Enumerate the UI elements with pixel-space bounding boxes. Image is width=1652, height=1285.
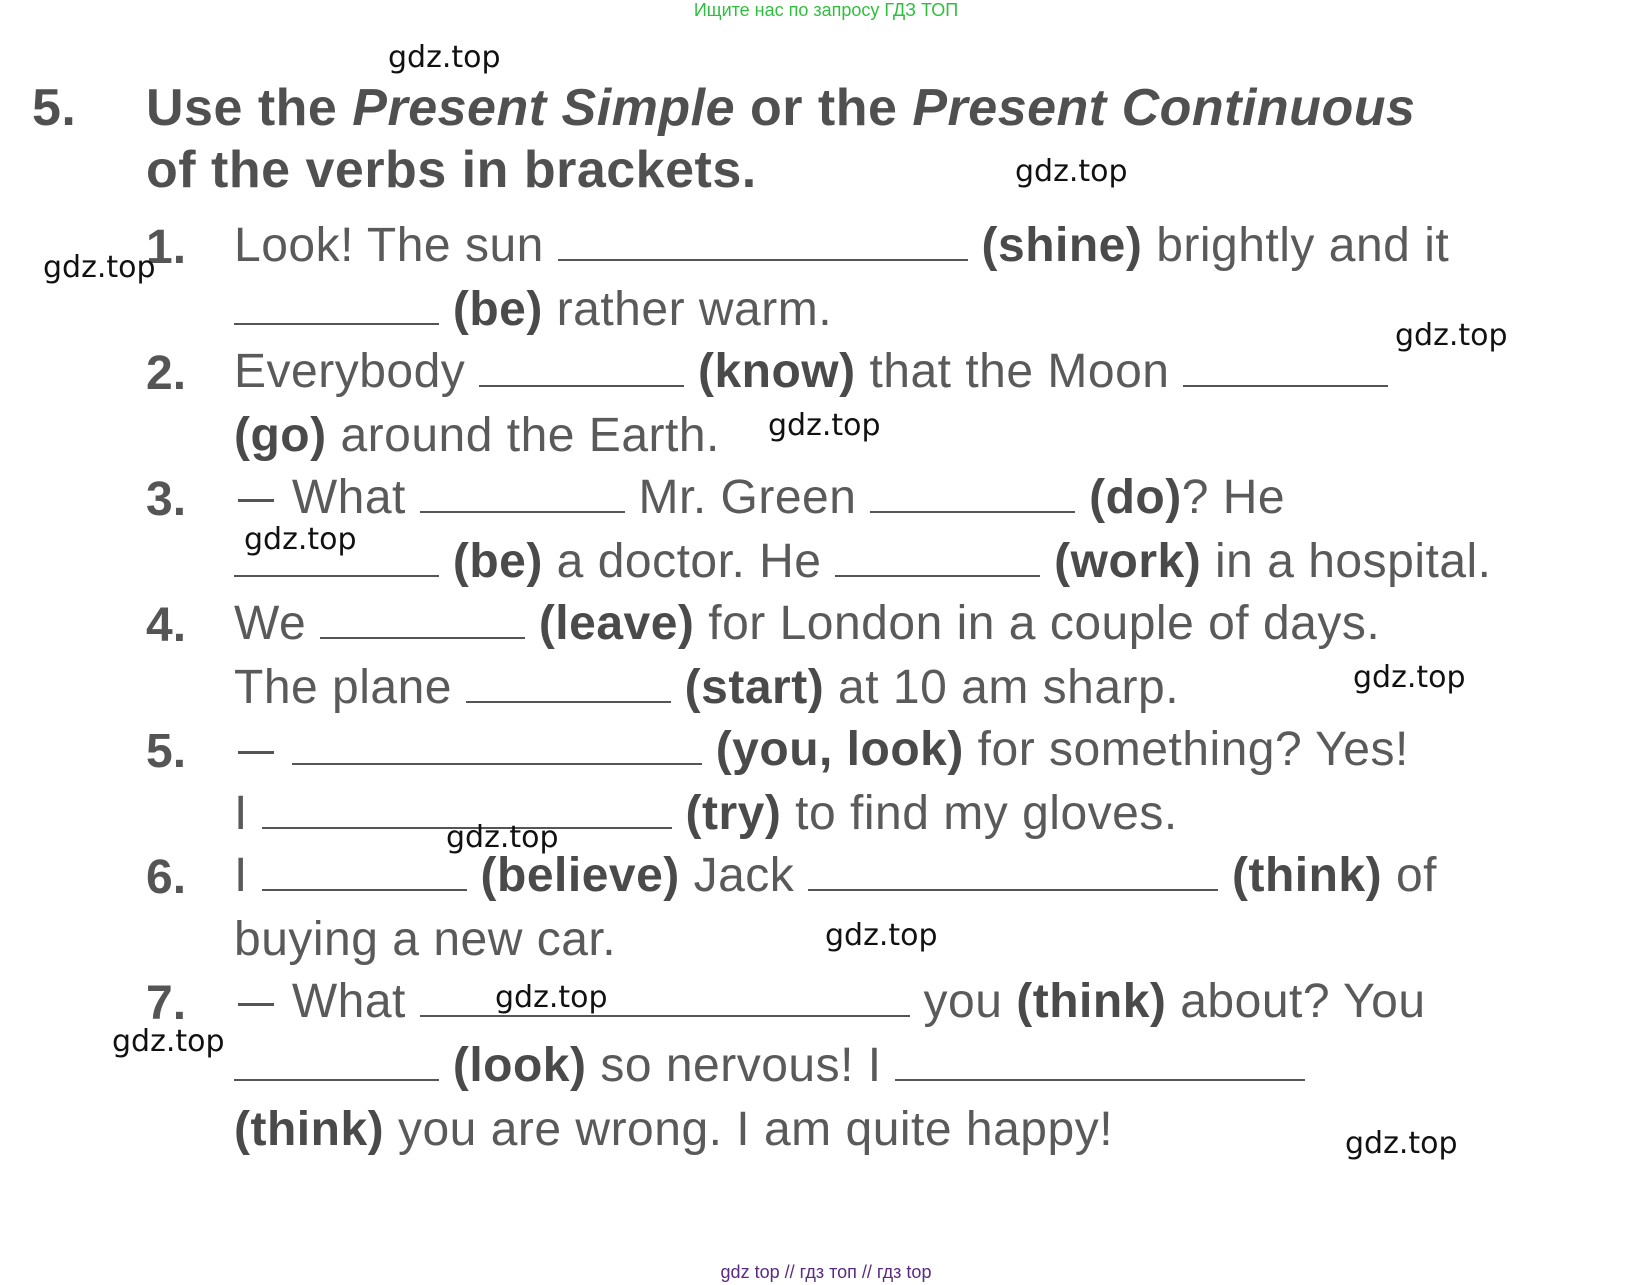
sentence-line	[234, 1102, 1113, 1157]
text: of	[1382, 849, 1437, 902]
verb-hint: (do)	[1089, 471, 1182, 524]
text: rather warm.	[542, 283, 833, 336]
dialogue-dash	[238, 751, 274, 754]
sentence-line	[234, 344, 1388, 399]
verb-hint: (look)	[452, 1039, 587, 1092]
watermark: gdz.top	[1015, 154, 1128, 189]
watermark: gdz.top	[112, 1024, 225, 1059]
verb-hint: (think)	[1231, 849, 1383, 902]
text: Mr. Green	[624, 471, 871, 524]
answer-blank[interactable]	[870, 481, 1075, 513]
item-number: 7.	[146, 977, 187, 1030]
exercise-title-line1	[146, 78, 1415, 138]
watermark: gdz.top	[1395, 318, 1508, 353]
verb-hint: (think)	[1016, 975, 1167, 1028]
item-number: 3.	[146, 473, 187, 526]
text: Look! The sun	[234, 219, 558, 272]
top-banner[interactable]: Ищите нас по запросу ГДЗ ТОП	[693, 0, 959, 20]
sentence-line	[234, 722, 1409, 777]
footer-links[interactable]: gdz top // гдз топ // гдз top	[720, 1262, 932, 1282]
verb-hint: (leave)	[538, 597, 695, 650]
text: to find my gloves.	[781, 787, 1178, 840]
watermark: gdz.top	[768, 408, 881, 443]
item-number: 4.	[146, 599, 187, 652]
title-tense-simple: Present Simple	[352, 79, 736, 137]
text: What	[278, 975, 420, 1028]
exercise-number: 5.	[32, 79, 77, 137]
watermark: gdz.top	[825, 918, 938, 953]
sentence-line	[234, 660, 1179, 715]
verb-hint: (be)	[452, 535, 543, 588]
sentence-line	[234, 282, 832, 337]
title-part: or the	[735, 79, 913, 137]
text: about? You	[1166, 975, 1426, 1028]
answer-blank[interactable]	[558, 229, 968, 261]
text: I	[234, 849, 262, 902]
verb-hint: (work)	[1054, 535, 1202, 588]
answer-blank[interactable]	[808, 859, 1218, 891]
item-number: 2.	[146, 347, 187, 400]
verb-hint: (know)	[697, 345, 856, 398]
item-number: 6.	[146, 851, 187, 904]
text: around the Earth.	[326, 409, 720, 462]
verb-hint: (try)	[685, 787, 782, 840]
answer-blank[interactable]	[320, 607, 525, 639]
text: for something? Yes!	[963, 723, 1409, 776]
text: Jack	[679, 849, 809, 902]
answer-blank[interactable]	[234, 1049, 439, 1081]
verb-hint: (shine)	[981, 219, 1143, 272]
text: in a hospital.	[1201, 535, 1492, 588]
dialogue-dash	[238, 499, 274, 502]
dialogue-dash	[238, 1003, 274, 1006]
sentence-line	[234, 848, 1437, 903]
answer-blank[interactable]	[420, 481, 625, 513]
title-tense-continuous: Present Continuous	[912, 79, 1416, 137]
sentence-line	[234, 974, 1426, 1029]
text: a doctor. He	[542, 535, 836, 588]
text: so nervous! I	[586, 1039, 896, 1092]
answer-blank[interactable]	[292, 733, 702, 765]
sentence-line	[234, 534, 1492, 589]
text: We	[234, 597, 320, 650]
sentence-line	[234, 470, 1285, 525]
item-number: 1.	[146, 221, 187, 274]
watermark: gdz.top	[388, 40, 501, 75]
verb-hint: (you, look)	[715, 723, 964, 776]
answer-blank[interactable]	[420, 985, 910, 1017]
exercise-title-line2: of the verbs in brackets.	[146, 141, 757, 199]
text: you	[909, 975, 1017, 1028]
answer-blank[interactable]	[466, 671, 671, 703]
text: brightly and it	[1142, 219, 1450, 272]
answer-blank[interactable]	[479, 355, 684, 387]
text: that the Moon	[855, 345, 1184, 398]
text: What	[278, 471, 420, 524]
sentence-line	[234, 912, 616, 967]
watermark: gdz.top	[244, 522, 357, 557]
watermark: gdz.top	[1345, 1126, 1458, 1161]
text: at 10 am sharp.	[824, 661, 1180, 714]
sentence-line	[234, 596, 1380, 651]
sentence-line	[234, 408, 720, 463]
text: buying a new car.	[234, 913, 617, 966]
text: ? He	[1181, 471, 1286, 524]
sentence-line	[234, 786, 1178, 841]
answer-blank[interactable]	[1183, 355, 1388, 387]
verb-hint: (believe)	[480, 849, 680, 902]
text: The plane	[234, 661, 466, 714]
watermark: gdz.top	[446, 820, 559, 855]
text: you are wrong. I am quite happy!	[384, 1103, 1114, 1156]
text: I	[234, 787, 262, 840]
verb-hint: (be)	[452, 283, 543, 336]
answer-blank[interactable]	[895, 1049, 1305, 1081]
answer-blank[interactable]	[262, 859, 467, 891]
answer-blank[interactable]	[234, 293, 439, 325]
sentence-line	[234, 218, 1449, 273]
text: for London in a couple of days.	[694, 597, 1381, 650]
verb-hint: (go)	[234, 409, 327, 462]
watermark: gdz.top	[43, 250, 156, 285]
item-number: 5.	[146, 725, 187, 778]
answer-blank[interactable]	[835, 545, 1040, 577]
watermark: gdz.top	[495, 980, 608, 1015]
watermark: gdz.top	[1353, 660, 1466, 695]
verb-hint: (start)	[684, 661, 825, 714]
title-part: Use the	[146, 79, 353, 137]
verb-hint: (think)	[234, 1103, 385, 1156]
sentence-line	[234, 1038, 1305, 1093]
text: Everybody	[234, 345, 480, 398]
